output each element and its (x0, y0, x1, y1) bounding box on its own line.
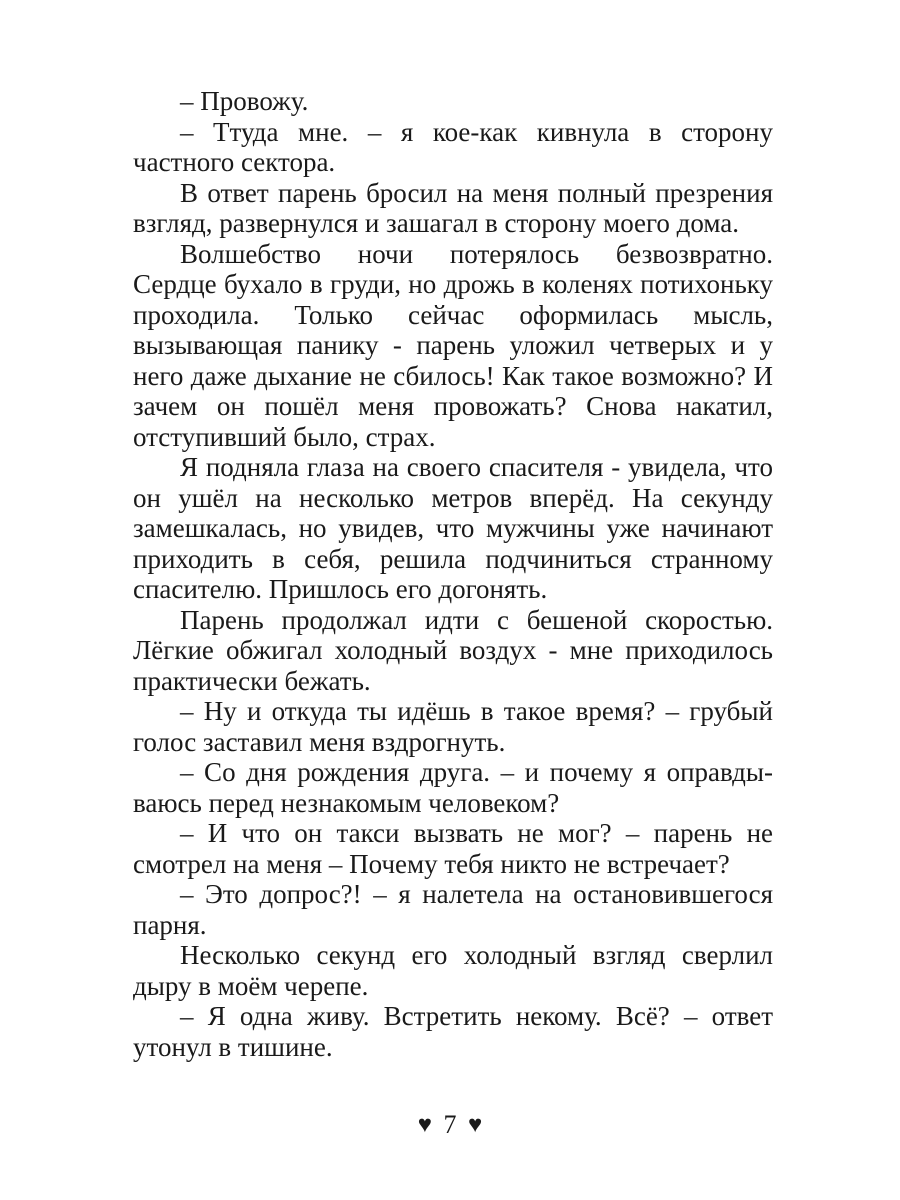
paragraph-9: – И что он такси вызвать не мог? – парень не смотрел на меня – Почему тебя никто не встречает? (133, 818, 773, 879)
heart-icon: ♥ (468, 1112, 483, 1138)
paragraph-2: – Ттуда мне. – я кое-как кивнула в сторону частного сектора. (133, 116, 773, 177)
page-footer (0, 1110, 900, 1140)
paragraph-5: Я подняла глаза на своего спасителя - увидела, что он ушёл на несколько метров вперёд. На секунду замешкалась, но увидев, что мужчины уже начинают приходить в себя, решила подчиниться странному спасителю. Пришлось его догонять. (133, 452, 773, 604)
paragraph-4: Волшебство ночи потерялось безвозвратно. Сердце бухало в груди, но дрожь в коленях потихоньку проходила. Только сейчас оформилась мысль, вызывающая панику - парень уложил четверых и у него даже дыхание не сбилось! Как такое возможно? И зачем он пошёл меня провожать? Снова накатил, отступивший было, страх. (133, 238, 773, 452)
paragraph-12: – Я одна живу. Встретить некому. Всё? – ответ утонул в тишине. (133, 1001, 773, 1062)
paragraph-1: – Провожу. (180, 86, 309, 116)
paragraph-10: – Это допрос?! – я налетела на остановившегося парня. (133, 879, 773, 940)
body-text (133, 86, 773, 1062)
paragraph-7: – Ну и откуда ты идёшь в такое время? – грубый голос заставил меня вздрогнуть. (133, 696, 773, 757)
heart-icon: ♥ (417, 1112, 432, 1138)
paragraph-8: – Со дня рождения друга. – и почему я оправдываюсь перед незнакомым человеком? (133, 757, 773, 818)
paragraph-6: Парень продолжал идти с бешеной скоростью. Лёгкие обжигал холодный воздух - мне приходилось практически бежать. (133, 604, 773, 696)
paragraph-3: В ответ парень бросил на меня полный презрения взгляд, развернулся и зашагал в сторону моего дома. (133, 177, 773, 238)
paragraph-11: Несколько секунд его холодный взгляд сверлил дыру в моём черепе. (133, 940, 773, 1001)
page-number: 7 (443, 1110, 457, 1139)
